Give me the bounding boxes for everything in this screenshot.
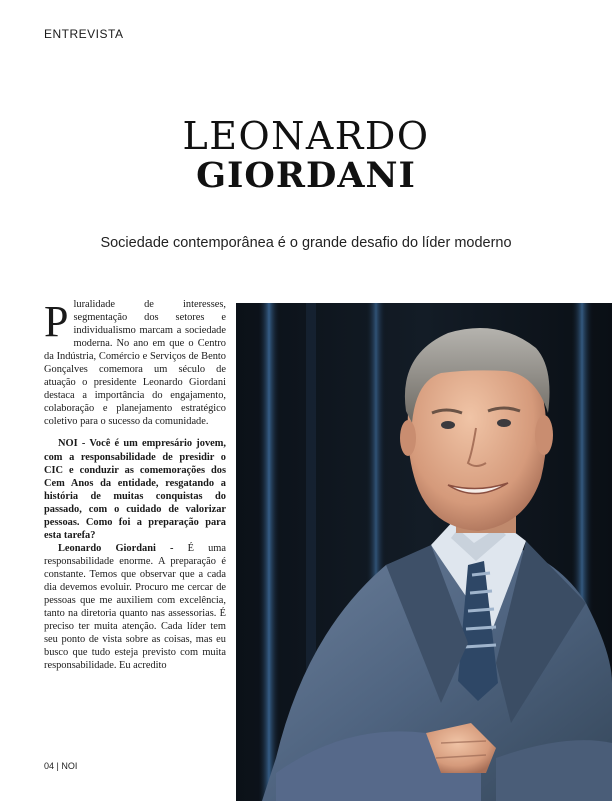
interview-question: NOI - Você é um empresário jovem, com a responsabilidade de presidir o CIC e conduzir as comemorações dos Cem Anos da entidade, resgatando a história de muitas conquistas do passado, com o cuidado de valorizar pessoas. Como foi a preparação para esta tarefa? bbox=[44, 438, 226, 541]
magazine-name: NOI bbox=[61, 761, 78, 771]
page-footer bbox=[44, 761, 77, 771]
answer-text: É uma responsabilidade enorme. A preparação é constante. Temos que observar que a cada dia devemos evoluir. Procuro me cercar de pessoas que me auxiliem com excelência, tanto na diretoria quanto nas assessorias. É preciso ter muita atenção. Cada líder tem seu ponto de vista sobre as coisas, mas eu busco que tudo esteja previsto com muita responsabilidade. Eu acredito bbox=[44, 542, 226, 672]
title-last-name: GIORDANI bbox=[196, 155, 416, 196]
intro-paragraph bbox=[44, 298, 226, 428]
portrait-photo bbox=[236, 303, 612, 801]
page-number: 04 bbox=[44, 761, 55, 771]
section-label: ENTREVISTA bbox=[44, 27, 124, 41]
title-first-name: LEONARDO bbox=[182, 114, 430, 158]
drop-cap: P bbox=[44, 297, 69, 346]
answer-speaker: Leonardo Giordani - bbox=[58, 542, 174, 554]
intro-text: luralidade de interesses, segmentação dos setores e individualismo marcam a sociedade moderna. No ano em que o Centro da Indústria, Comércio e Serviços de Bento Gonçalves comemora um século de atuação o presidente Leonardo Giordani destaca a importância do engajamento, colaboração e planejamento estratégico coletivo para o sucesso da comunidade. bbox=[44, 299, 226, 428]
footer-separator: | bbox=[56, 761, 59, 771]
subtitle: Sociedade contemporânea é o grande desafio do líder moderno bbox=[100, 235, 512, 251]
article-column bbox=[44, 298, 226, 672]
interview-answer bbox=[44, 542, 226, 672]
